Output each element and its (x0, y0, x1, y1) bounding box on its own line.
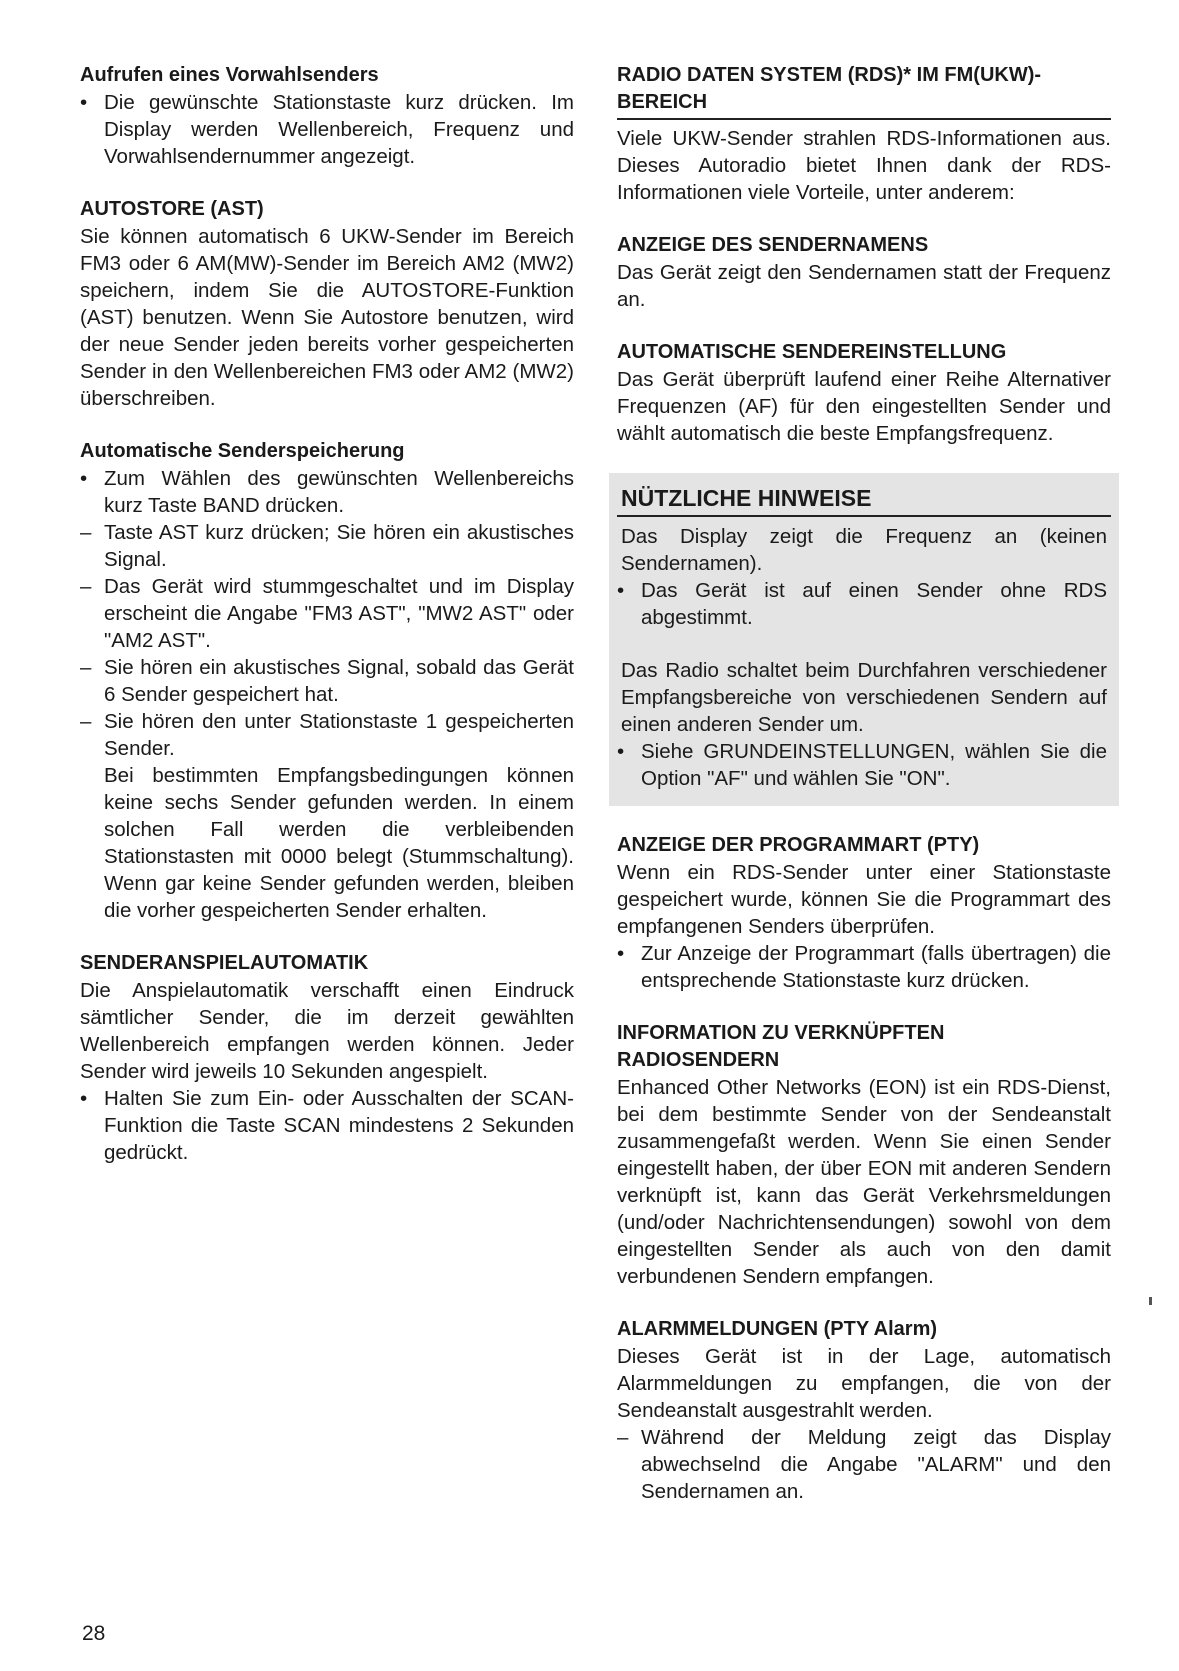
scan-mark (1149, 1297, 1152, 1305)
list-item (617, 940, 1111, 994)
list-item-text: Siehe GRUNDEINSTELLUNGEN, wählen Sie die Option "AF" und wählen Sie "ON". (641, 740, 1107, 790)
bullet-marker: • (80, 91, 88, 114)
item-list (617, 1424, 1111, 1505)
section-auto-tuning (617, 339, 1111, 447)
list-item-text: Die gewünschte Stationstaste kurz drücken. Im Display werden Wellenbereich, Frequenz und Vorwahlsendernummer angezeigt. (104, 91, 574, 168)
bullet-marker: • (80, 467, 88, 490)
section-eon (617, 1020, 1111, 1290)
spacer (617, 631, 1111, 657)
list-item-text: Sie hören ein akustisches Signal, sobald das Gerät 6 Sender gespeichert hat. (104, 656, 574, 706)
dash-marker: – (617, 1426, 629, 1449)
section-body: Das Gerät überprüft laufend einer Reihe Alternativer Frequenzen (AF) für den eingestellten Sender und wählt automatisch die beste Empfangsfrequenz. (617, 368, 1111, 445)
bullet-marker: • (617, 579, 625, 602)
list-item (80, 573, 574, 654)
section-body: Die Anspielautomatik verschafft einen Eindruck sämtlicher Sender, die im derzeit gewählten Wellenbereich empfangen werden können. Jeder Sender wird jeweils 10 Sekunden angespielt. (80, 979, 574, 1083)
list-item (617, 738, 1111, 792)
list-item-text: Zum Wählen des gewünschten Wellenbereichs kurz Taste BAND drücken. (104, 467, 574, 517)
list-item-text: Halten Sie zum Ein- oder Ausschalten der SCAN-Funktion die Taste SCAN mindestens 2 Sekunden gedrückt. (104, 1087, 574, 1164)
section-heading: Aufrufen eines Vorwahlsenders (80, 64, 379, 86)
tips-box (609, 473, 1119, 806)
tips-heading: NÜTZLICHE HINWEISE (617, 483, 1111, 517)
dash-marker: – (80, 575, 92, 598)
section-heading: ANZEIGE DES SENDERNAMENS (617, 234, 929, 256)
list-item (80, 519, 574, 573)
bullet-marker: • (617, 942, 625, 965)
tips-paragraph: Das Radio schaltet beim Durchfahren verschiedener Empfangsbereiche von verschiedenen Sendern auf einen anderen Sender um. (621, 659, 1107, 736)
section-autostore (80, 196, 574, 412)
dash-marker: – (80, 521, 92, 544)
section-heading: SENDERANSPIELAUTOMATIK (80, 952, 369, 974)
list-item (80, 1085, 574, 1166)
bullet-marker: • (80, 1087, 88, 1110)
item-list (80, 89, 574, 170)
list-item (80, 654, 574, 708)
bullet-marker: • (617, 740, 625, 763)
section-alarm (617, 1316, 1111, 1505)
tips-paragraph: Das Display zeigt die Frequenz an (keinen Sendernamen). (621, 525, 1107, 575)
dash-marker: – (80, 656, 92, 679)
section-body: Dieses Gerät ist in der Lage, automatisch Alarmmeldungen zu empfangen, die von der Sendeanstalt ausgestrahlt werden. (617, 1345, 1111, 1422)
item-list (617, 577, 1111, 631)
item-list (80, 1085, 574, 1166)
section-heading: INFORMATION ZU VERKNÜPFTEN RADIOSENDERN (617, 1022, 945, 1071)
list-item-text: Während der Meldung zeigt das Display abwechselnd die Angabe "ALARM" und den Sendernamen an. (641, 1426, 1111, 1503)
list-item-text: Das Gerät wird stummgeschaltet und im Display erscheint die Angabe "FM3 AST", "MW2 AST" oder "AM2 AST". (104, 575, 574, 652)
item-list (617, 738, 1111, 792)
section-scan (80, 950, 574, 1166)
section-pty (617, 832, 1111, 994)
section-recall-preset (80, 62, 574, 170)
section-heading: AUTOSTORE (AST) (80, 198, 264, 220)
item-list (617, 940, 1111, 994)
section-rds (617, 62, 1111, 206)
list-item-note: Bei bestimmten Empfangsbedingungen können keine sechs Sender gefunden werden. In einem solchen Fall werden die verbleibenden Stationstasten mit 0000 belegt (Stummschaltung). Wenn gar keine Sender gefunden werden, bleiben die vorher gespeicherten Sender erhalten. (104, 764, 574, 922)
right-column (617, 62, 1111, 1531)
section-heading: ALARMMELDUNGEN (PTY Alarm) (617, 1318, 938, 1340)
section-body: Viele UKW-Sender strahlen RDS-Informationen aus. Dieses Autoradio bietet Ihnen dank der RDS-Informationen viele Vorteile, unter anderem: (617, 127, 1111, 204)
section-body: Enhanced Other Networks (EON) ist ein RDS-Dienst, bei dem bestimmte Sender von der Sendeanstalt zusammengefaßt werden. Wenn Sie einen Sender eingestellt haben, der über EON mit anderen Sendern verknüpft ist, kann das Gerät Verkehrsmeldungen (und/oder Nachrichtensendungen) sowohl von dem eingestellten Sender als auch von den damit verbundenen Sendern empfangen. (617, 1076, 1111, 1288)
section-body: Sie können automatisch 6 UKW-Sender im Bereich FM3 oder 6 AM(MW)-Sender im Bereich AM2 (MW2) speichern, indem Sie die AUTOSTORE-Funktion (AST) benutzen. Wenn Sie Autostore benutzen, wird der neue Sender jeden bereits vorher gespeicherten Sender in den Wellenbereichen FM3 oder AM2 (MW2) überschreiben. (80, 225, 574, 410)
section-heading: RADIO DATEN SYSTEM (RDS)* IM FM(UKW)-BEREICH (617, 62, 1111, 120)
section-heading: Automatische Senderspeicherung (80, 440, 405, 462)
section-station-name (617, 232, 1111, 313)
list-item (617, 1424, 1111, 1505)
list-item (617, 577, 1111, 631)
left-column (80, 62, 574, 1192)
list-item-text: Zur Anzeige der Programmart (falls übertragen) die entsprechende Stationstaste kurz drücken. (641, 942, 1111, 992)
list-item-text: Sie hören den unter Stationstaste 1 gespeicherten Sender. (104, 710, 574, 760)
dash-marker: – (80, 710, 92, 733)
list-item (80, 465, 574, 519)
section-heading: AUTOMATISCHE SENDEREINSTELLUNG (617, 341, 1007, 363)
list-item-text: Das Gerät ist auf einen Sender ohne RDS abgestimmt. (641, 579, 1107, 629)
section-auto-save (80, 438, 574, 924)
item-list (80, 465, 574, 924)
section-heading: ANZEIGE DER PROGRAMMART (PTY) (617, 834, 980, 856)
section-body: Das Gerät zeigt den Sendernamen statt der Frequenz an. (617, 261, 1111, 311)
list-item (80, 89, 574, 170)
section-body: Wenn ein RDS-Sender unter einer Stationstaste gespeichert wurde, können Sie die Programmart des empfangenen Senders überprüfen. (617, 861, 1111, 938)
list-item (80, 708, 574, 924)
list-item-text: Taste AST kurz drücken; Sie hören ein akustisches Signal. (104, 521, 574, 571)
page-number: 28 (82, 1622, 106, 1645)
